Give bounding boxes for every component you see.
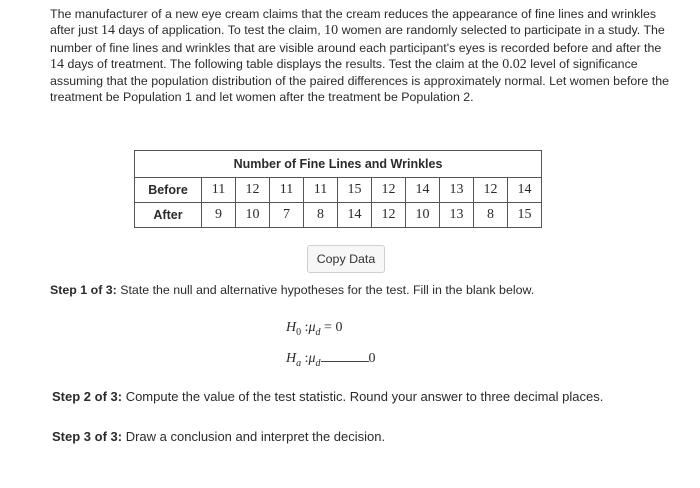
relation-blank-input[interactable] — [321, 347, 369, 362]
ha-colon: : — [301, 351, 309, 366]
h0-colon: : — [301, 320, 309, 335]
before-row — [135, 178, 542, 203]
before-cell: 14 — [508, 178, 542, 203]
mu-symbol: μ — [308, 351, 316, 366]
intro-text-3: women are randomly selected to participate in a study. The number of fine lines and wrinkles that are visible around each participant's eyes is recorded before and after the — [50, 23, 665, 55]
h0-subscript: 0 — [296, 326, 302, 338]
step-3-text: Draw a conclusion and interpret the decision. — [122, 429, 386, 444]
before-cell: 12 — [236, 178, 270, 203]
problem-statement — [50, 6, 670, 106]
after-cell: 9 — [202, 203, 236, 228]
after-cell: 10 — [406, 203, 440, 228]
after-cell: 7 — [270, 203, 304, 228]
days-value: 14 — [100, 23, 115, 39]
intro-text-5: level of significance assuming that the population distribution of the paired differences is approximately normal. Let women before the treatment be Population 1 and let women after the treatment be Population 2. — [50, 56, 669, 105]
after-cell: 8 — [304, 203, 338, 228]
step-3 — [52, 429, 385, 444]
before-cell: 11 — [304, 178, 338, 203]
ha-symbol: H — [286, 351, 297, 366]
after-cell: 12 — [372, 203, 406, 228]
step-1-label: Step 1 of 3: — [50, 283, 117, 297]
after-cell: 8 — [474, 203, 508, 228]
before-cell: 14 — [406, 178, 440, 203]
alternative-hypothesis — [286, 347, 376, 369]
step-2-text: Compute the value of the test statistic. Round your answer to three decimal places. — [122, 389, 604, 404]
ha-subscript: a — [296, 357, 302, 369]
copy-data-button[interactable]: Copy Data — [307, 245, 385, 273]
null-hypothesis — [286, 320, 342, 338]
after-cell: 10 — [236, 203, 270, 228]
before-cell: 12 — [372, 178, 406, 203]
after-label: After — [135, 203, 202, 228]
mu-subscript: d — [315, 326, 321, 338]
after-row — [135, 203, 542, 228]
before-cell: 11 — [270, 178, 304, 203]
intro-text-4: days of treatment. The following table displays the results. Test the claim at the — [64, 56, 503, 71]
step-1 — [50, 283, 534, 297]
step-2-label: Step 2 of 3: — [52, 389, 123, 404]
after-cell: 13 — [440, 203, 474, 228]
table-title-row — [135, 151, 542, 178]
mu-symbol: μ — [308, 320, 316, 335]
step-2 — [52, 389, 603, 404]
step-1-text: State the null and alternative hypotheses for the test. Fill in the blank below. — [116, 283, 535, 297]
h0-symbol: H — [286, 320, 297, 335]
sample-size-value: 10 — [324, 23, 339, 39]
before-cell: 11 — [202, 178, 236, 203]
intro-text-1: The manufacturer of a new eye cream claims that the cream reduces the appearance of fine lines and wrinkles after just — [50, 7, 657, 38]
after-cell: 14 — [338, 203, 372, 228]
days-value-2: 14 — [50, 56, 64, 72]
before-cell: 15 — [338, 178, 372, 203]
before-cell: 13 — [440, 178, 474, 203]
table-title: Number of Fine Lines and Wrinkles — [135, 151, 542, 178]
ha-value: 0 — [368, 351, 376, 366]
data-table — [134, 150, 542, 228]
step-3-label: Step 3 of 3: — [52, 429, 123, 444]
before-label: Before — [135, 178, 202, 203]
intro-text-2: days of application. To test the claim, — [114, 23, 325, 38]
h0-value: = 0 — [320, 320, 343, 335]
after-cell: 15 — [508, 203, 542, 228]
before-cell: 12 — [474, 178, 508, 203]
mu-subscript: d — [315, 357, 321, 369]
significance-level-value: 0.02 — [502, 56, 527, 72]
